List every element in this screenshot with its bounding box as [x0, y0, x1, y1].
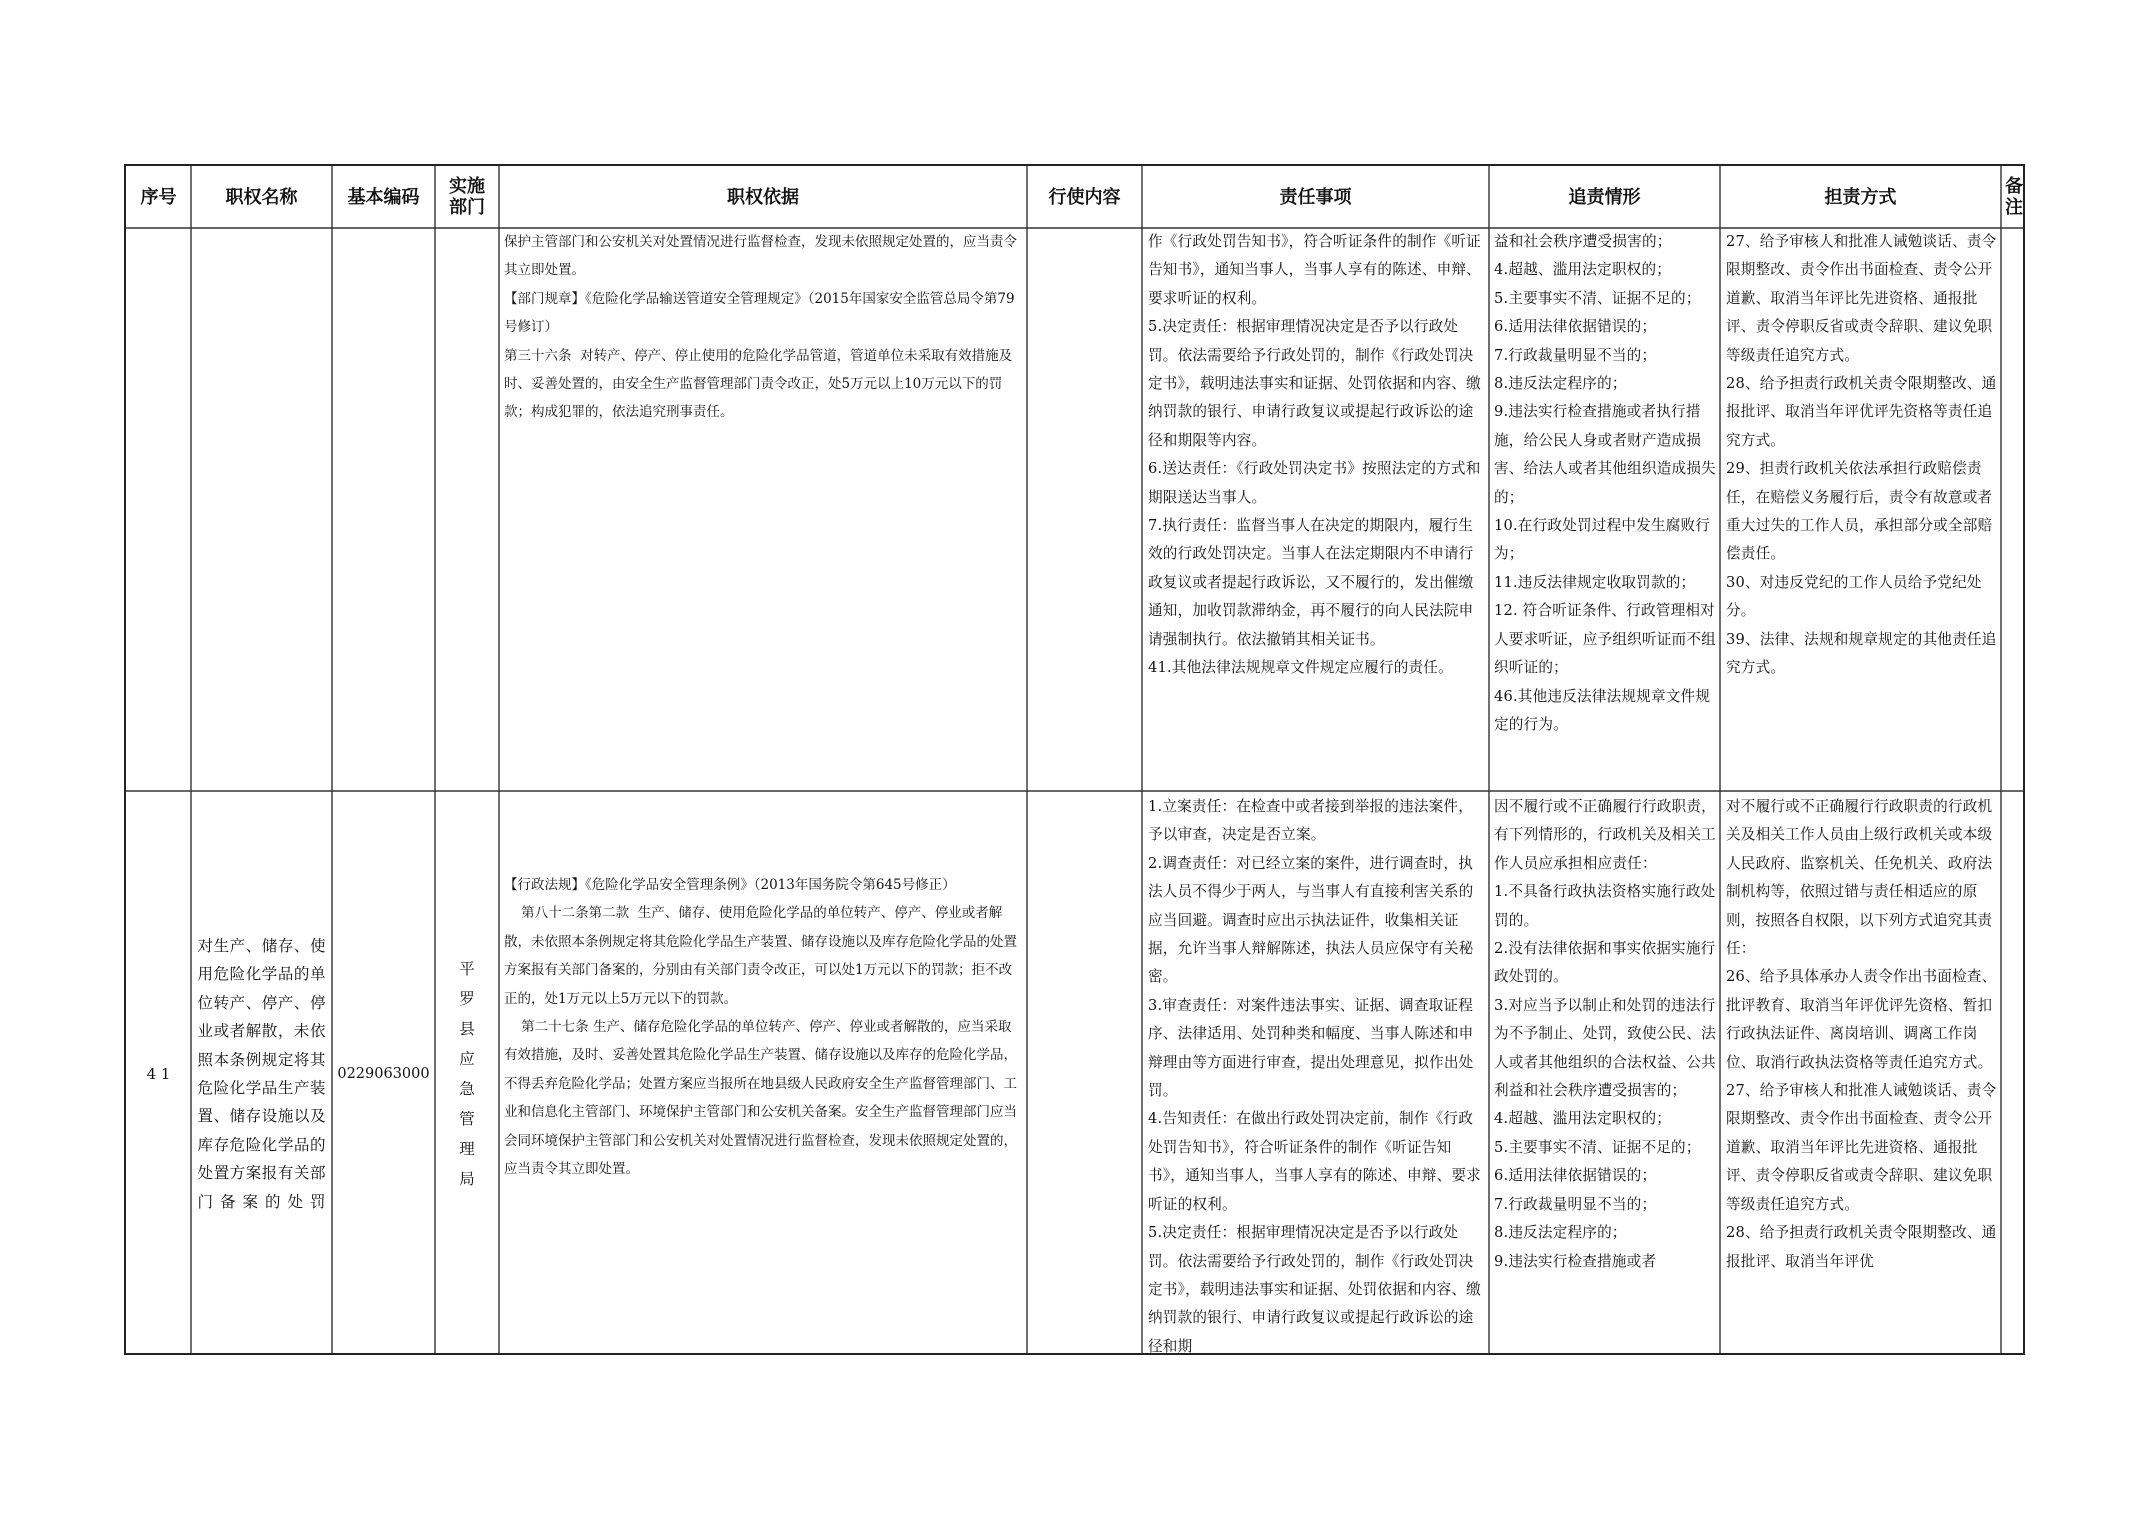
row41-blame: 因不履行或不正确履行行政职责，有下列情形的，行政机关及相关工作人员应承担相应责任： 1.不具备行政执法资格实施行政处罚的。 2.没有法律依据和事实依据实施行政处罚的。 3.对应当予以制止和处罚的违法行为不予制止、处罚，致使公民、法人或者其他组织的合法权益、公共利益和社会秩序遭受损害的； 4.超越、滥用法定职权的； 5.主要事实不清、证据不足的； 6.适用法律依据错误的； 7.行政裁量明显不当的； 8.违反法定程序的； 9.违法实行检查措施或者: [1494, 798, 1716, 1270]
row41-name: 对生产、储存、使用危险化学品的单位转产、停产、停业或者解散，未依照本条例规定将其危险化学品生产装置、储存设施以及库存危险化学品的处置方案报有关部门备案的处罚: [197, 936, 326, 1211]
row41-dept: 平罗县应急管理局: [459, 960, 475, 1188]
row41-dept-cell: [435, 791, 499, 1357]
power-list-table: [124, 164, 2025, 1355]
row41-seq: 4 1: [146, 1065, 171, 1083]
header-seq: 序号: [140, 186, 177, 208]
header-method: 担责方式: [1824, 186, 1897, 208]
row41-code: 0229063000: [337, 1066, 430, 1082]
row41-duty: 1.立案责任：在检查中或者接到举报的违法案件，予以审查，决定是否立案。 2.调查责任：对已经立案的案件，进行调查时，执法人员不得少于两人，与当事人有直接利害关系的应当回避。调查时应出示执法证件，收集相关证据，允许当事人辩解陈述，执法人员应保守有关秘密。 3.审查责任：对案件违法事实、证据、调查取证程序、法律适用、处罚种类和幅度、当事人陈述和申辩理由等方面进行审查，提出处理意见，拟作出处罚。 4.告知责任：在做出行政处罚决定前，制作《行政处罚告知书》，符合听证条件的制作《听证告知书》，通知当事人，当事人享有的陈述、申辩、要求听证的权利。 5.决定责任：根据审理情况决定是否予以行政处罚。依法需要给予行政处罚的，制作《行政处罚决定书》，载明违法事实和证据、处罚依据和内容、缴纳罚款的银行、申请行政复议或提起行政诉讼的途径和期: [1148, 798, 1481, 1355]
header-remark: 备注: [2005, 176, 2023, 218]
row41-basis: 【行政法规】《危险化学品安全管理条例》（2013年国务院令第645号修正） 第八十二条第二款 生产、储存、使用危险化学品的单位转产、停产、停业或者解散，未依照本条例规定将其危险化学品生产装置、储存设施以及库存危险化学品的处置方案报有关部门备案的，分别由有关部门责令改正，可以处1万元以下的罚款；拒不改正的，处1万元以上5万元以下的罚款。 第二十七条 生产、储存危险化学品的单位转产、停产、停业或者解散的，应当采取有效措施，及时、妥善处置其危险化学品生产装置、储存设施以及库存的危险化学品，不得丢弃危险化学品；处置方案应当报所在地县级人民政府安全生产监督管理部门、工业和信息化主管部门、环境保护主管部门和公安机关备案。安全生产监督管理部门应当会同环境保护主管部门和公安机关对处置情况进行监督检查，发现未依照规定处置的，应当责令其立即处置。: [504, 877, 1017, 1178]
row-cont-method: 27、给予审核人和批准人诫勉谈话、责令限期整改、责令作出书面检查、责令公开道歉、取消当年评比先进资格、通报批评、责令停职反省或责令辞职、建议免职等级责任追究方式。 28、给予担责行政机关责令限期整改、通报批评、取消当年评优评先资格等责任追究方式。 29、担责行政机关依法承担行政赔偿责任，在赔偿义务履行后，责令有故意或者重大过失的工作人员，承担部分或全部赔偿责任。 30、对违反党纪的工作人员给予党纪处分。 39、法律、法规和规章规定的其他责任追究方式。: [1726, 233, 1997, 677]
header-content: 行使内容: [1048, 186, 1121, 208]
row-cont-basis: 保护主管部门和公安机关对处置情况进行监督检查，发现未依照规定处置的，应当责令其立即处置。 【部门规章】《危险化学品输送管道安全管理规定》（2015年国家安全监管总局令第79号修订） 第三十六条 对转产、停产、停止使用的危险化学品管道，管道单位未采取有效措施及时、妥善处置的，由安全生产监督管理部门责令改正，处5万元以上10万元以下的罚款；构成犯罪的，依法追究刑事责任。: [504, 234, 1017, 421]
header-duty: 责任事项: [1279, 186, 1352, 208]
header-basis: 职权依据: [727, 186, 799, 208]
header-blame: 追责情形: [1568, 186, 1641, 208]
row-cont-duty: 作《行政处罚告知书》，符合听证条件的制作《听证告知书》，通知当事人，当事人享有的陈述、申辩、要求听证的权利。 5.决定责任：根据审理情况决定是否予以行政处罚。依法需要给予行政处罚的，制作《行政处罚决定书》，载明违法事实和证据、处罚依据和内容、缴纳罚款的银行、申请行政复议或提起行政诉讼的途径和期限等内容。 6.送达责任：《行政处罚决定书》按照法定的方式和期限送达当事人。 7.执行责任：监督当事人在决定的期限内，履行生效的行政处罚决定。当事人在法定期限内不申请行政复议或者提起行政诉讼，又不履行的，发出催缴通知，加收罚款滞纳金，再不履行的向人民法院申请强制执行。依法撤销其相关证书。 41.其他法律法规规章文件规定应履行的责任。: [1148, 233, 1481, 677]
row41-method: 对不履行或不正确履行行政职责的行政机关及相关工作人员由上级行政机关或本级人民政府、监察机关、任免机关、政府法制机构等，依照过错与责任相适应的原则，按照各自权限，以下列方式追究其责任： 26、给予具体承办人责令作出书面检查、批评教育、取消当年评优评先资格、暂扣行政执法证件、离岗培训、调离工作岗位、取消行政执法资格等责任追究方式。 27、给予审核人和批准人诫勉谈话、责令限期整改、责令作出书面检查、责令公开道歉、取消当年评比先进资格、通报批评、责令停职反省或责令辞职、建议免职等级责任追究方式。 28、给予担责行政机关责令限期整改、通报批评、取消当年评优: [1726, 798, 1997, 1270]
header-dept: 实施部门: [449, 176, 485, 218]
header-code: 基本编码: [347, 186, 420, 208]
header-name: 职权名称: [225, 186, 298, 208]
row41-name-cell: [191, 791, 332, 1357]
row-cont-blame: 益和社会秩序遭受损害的； 4.超越、滥用法定职权的； 5.主要事实不清、证据不足的； 6.适用法律依据错误的； 7.行政裁量明显不当的； 8.违反法定程序的； 9.违法实行检查措施或者执行措施，给公民人身或者财产造成损害、给法人或者其他组织造成损失的； 10.在行政处罚过程中发生腐败行为； 11.违反法律规定收取罚款的； 12. 符合听证条件、行政管理相对人要求听证，应予组织听证而不组织听证的； 46.其他违反法律法规规章文件规定的行为。: [1494, 233, 1716, 733]
